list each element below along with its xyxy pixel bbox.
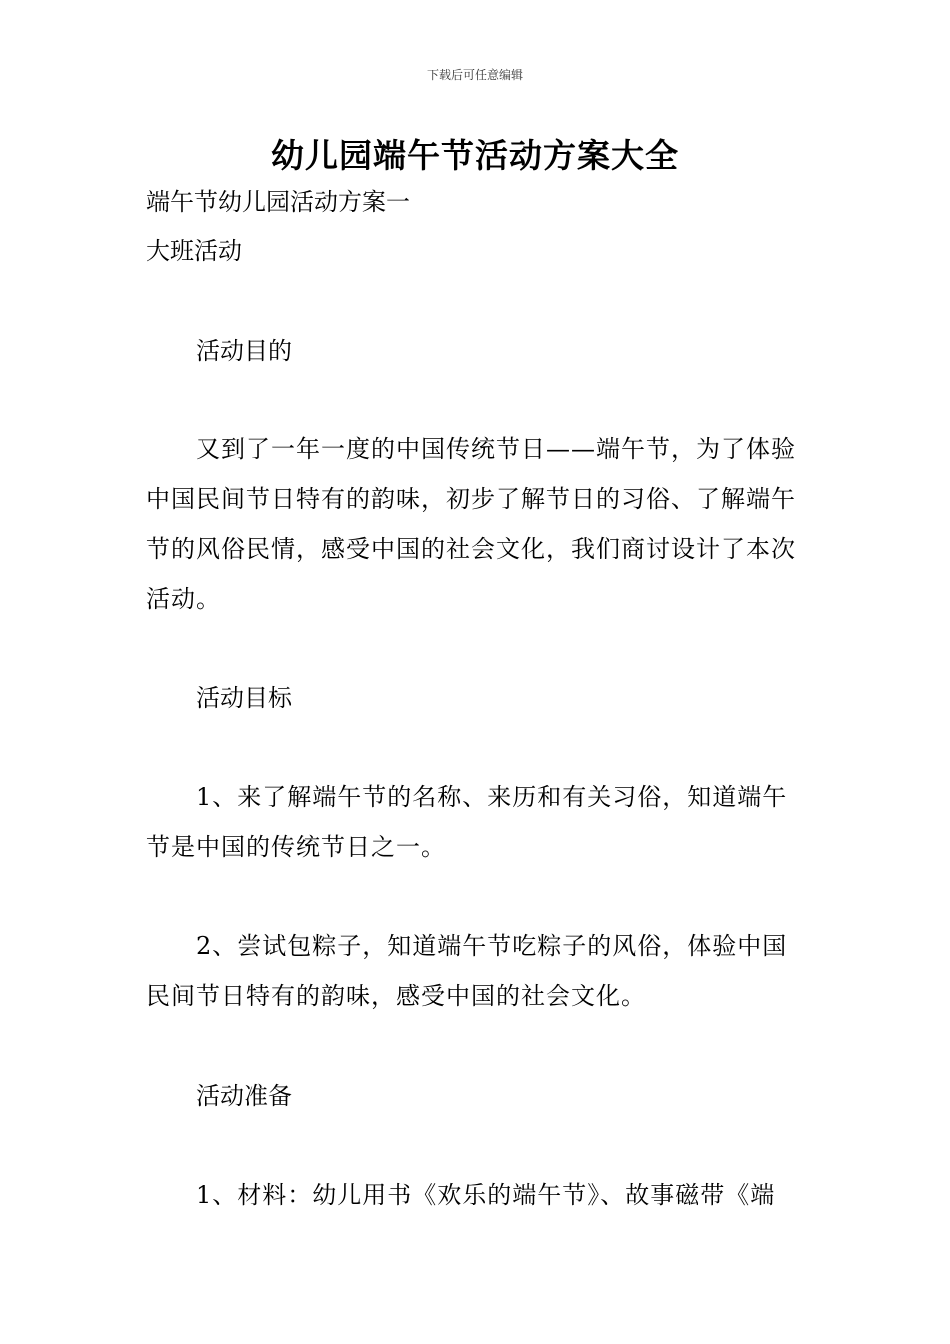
section-heading-purpose: 活动目的 [196, 337, 292, 365]
purpose-paragraph: 又到了一年一度的中国传统节日——端午节，为了体验中国民间节日特有的韵味，初步了解节日的习俗、了解端午节的风俗民情，感受中国的社会文化，我们商讨设计了本次活动。 [146, 435, 796, 613]
section-heading-prep: 活动准备 [196, 1082, 292, 1110]
plan-subtitle: 端午节幼儿园活动方案一 [146, 188, 410, 216]
section-heading-goals: 活动目标 [196, 684, 292, 712]
document-title: 幼儿园端午节活动方案大全 [271, 136, 679, 175]
class-label: 大班活动 [146, 237, 242, 265]
header-note: 下载后可任意编辑 [426, 68, 523, 82]
goal-item-2: 2、尝试包粽子，知道端午节吃粽子的风俗，体验中国民间节日特有的韵味，感受中国的社会文化。 [146, 932, 788, 1010]
goal-item-1: 1、来了解端午节的名称、来历和有关习俗，知道端午节是中国的传统节日之一。 [146, 783, 788, 861]
prep-item-1: 1、材料：幼儿用书《欢乐的端午节》、故事磁带《端 [196, 1181, 776, 1209]
